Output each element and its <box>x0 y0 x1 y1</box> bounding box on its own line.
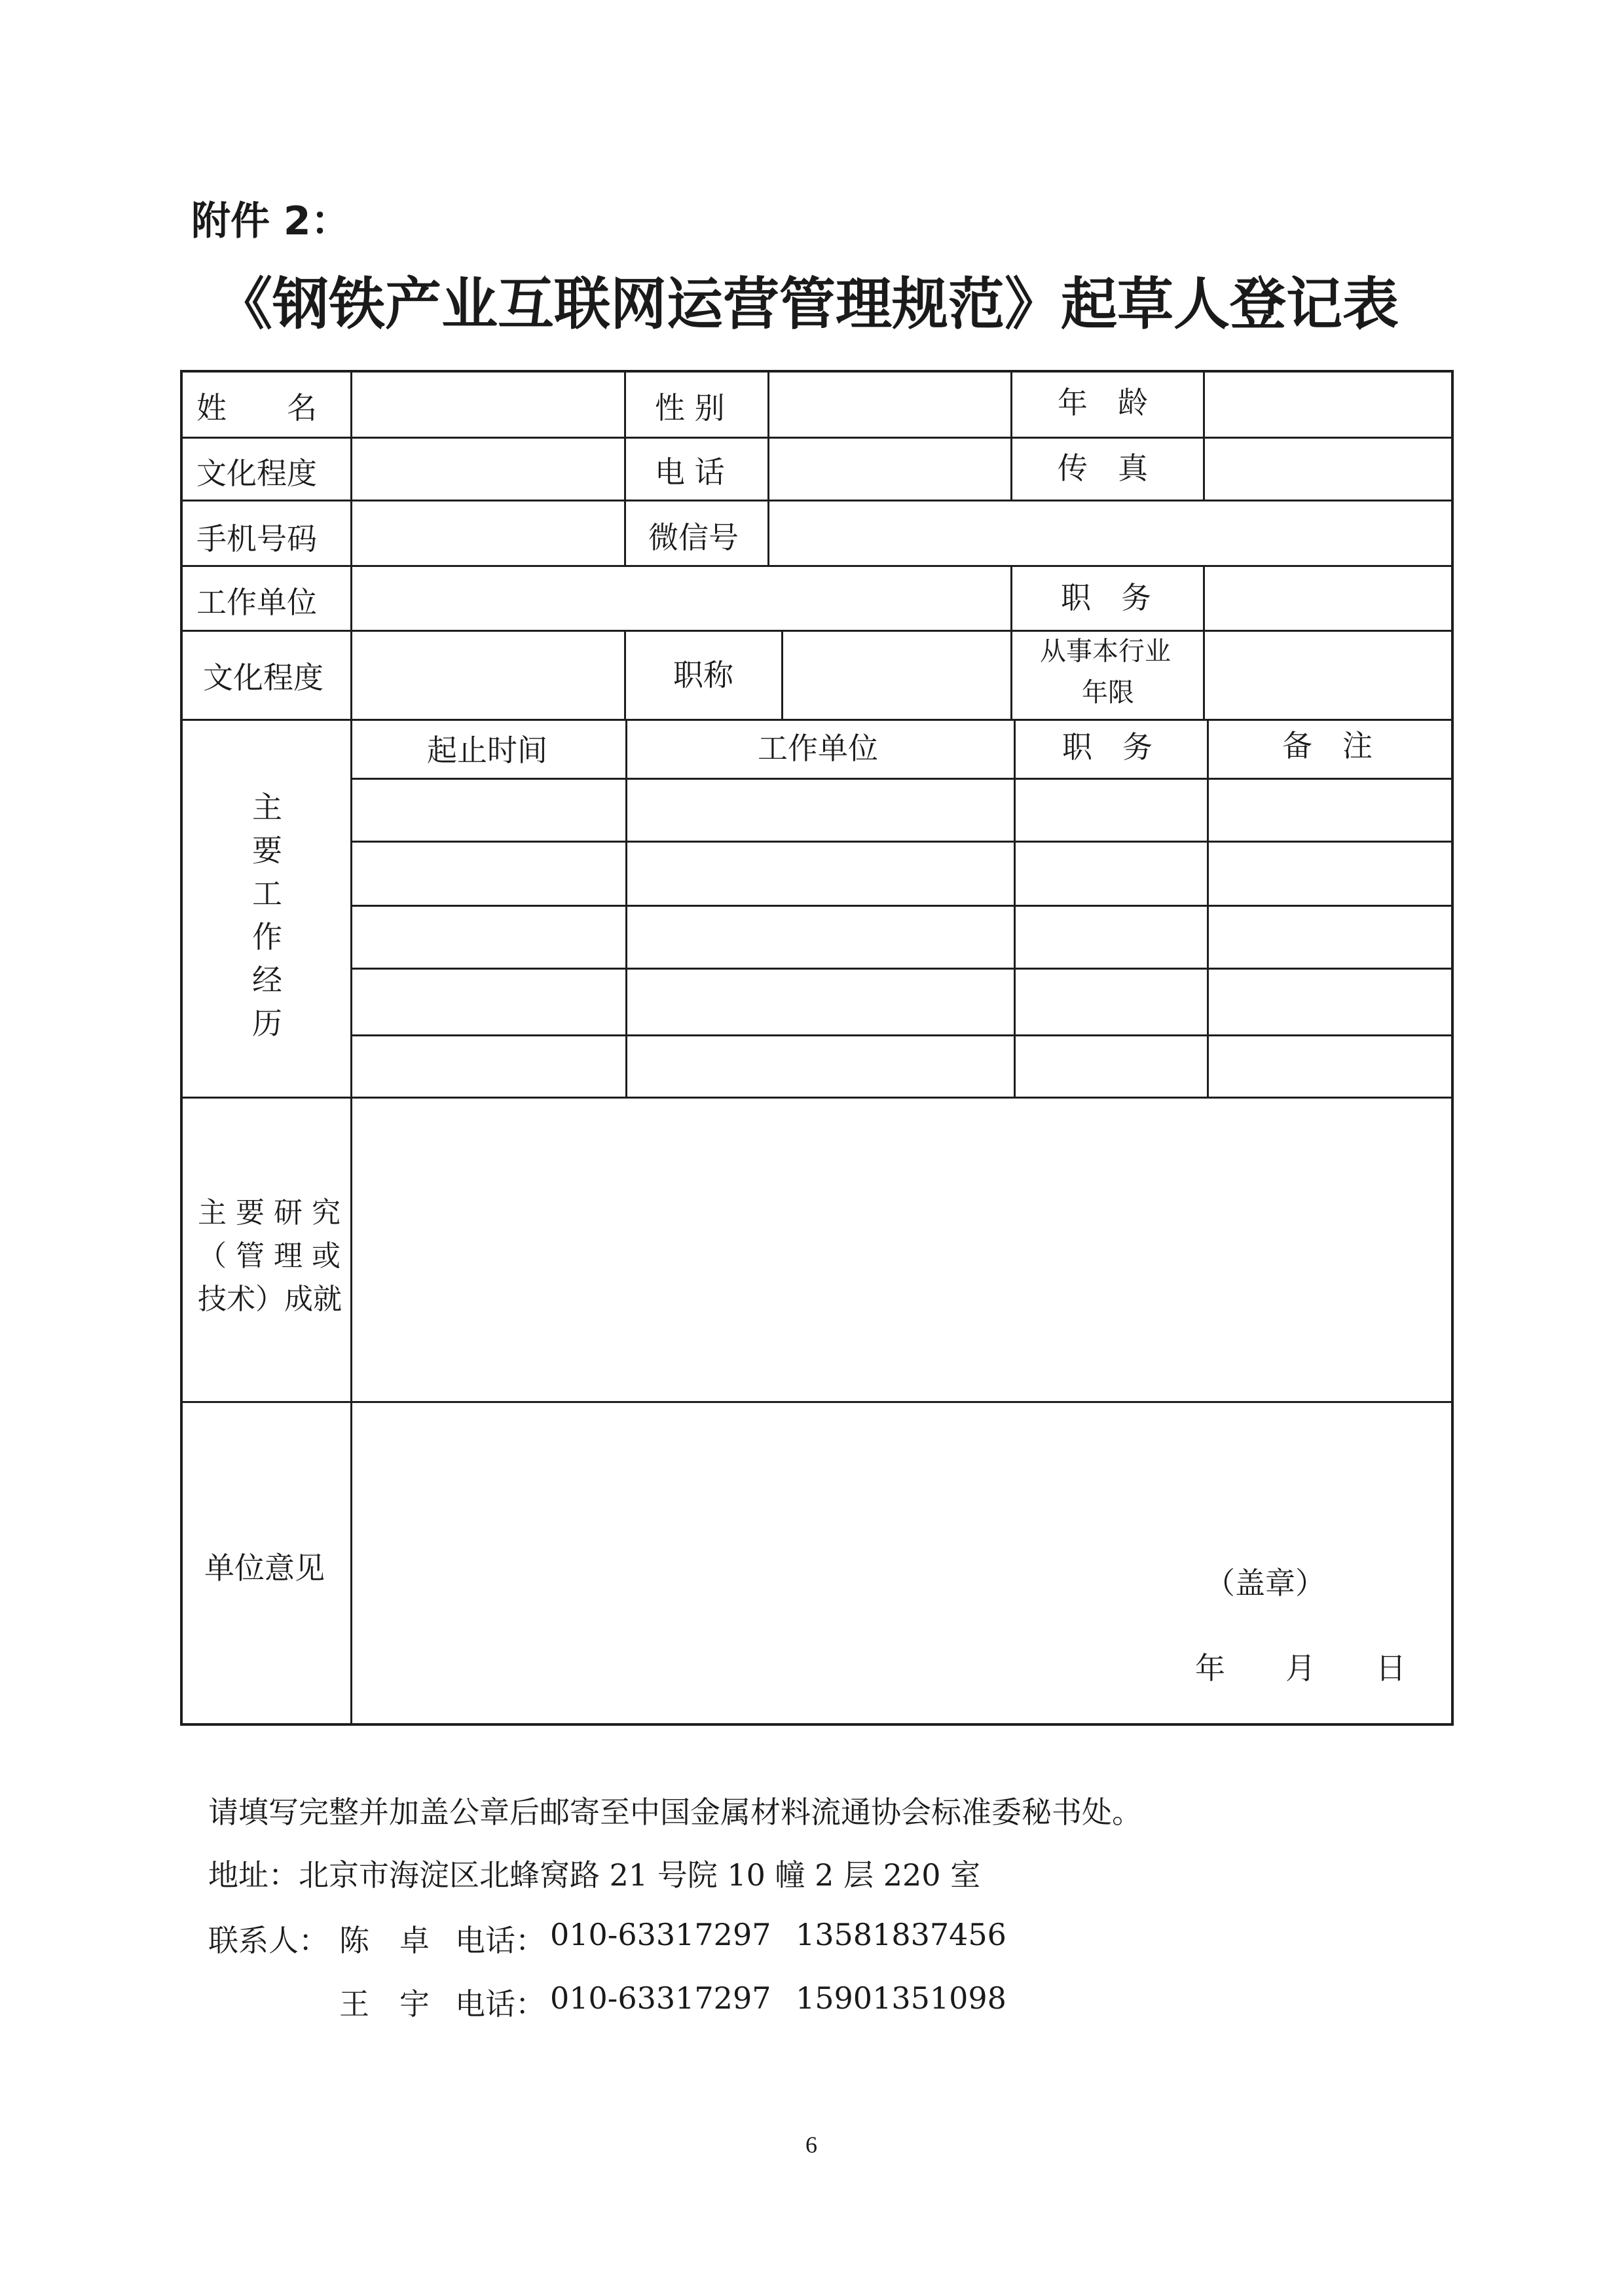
achievements-label: 主 要 研 究 （ 管 理 或 技术）成就 <box>198 1196 342 1316</box>
col-line <box>1207 719 1209 1099</box>
wechat-label: 微信号 <box>648 520 739 555</box>
years-field[interactable] <box>1206 633 1450 718</box>
col-line <box>781 630 783 720</box>
phone-label: 电 话 <box>655 454 725 490</box>
col-line <box>625 719 627 1099</box>
col-line <box>767 370 769 566</box>
opinion-label: 单位意见 <box>204 1550 325 1586</box>
table-border-left <box>180 370 183 1725</box>
contact-phone-2: 010-63317297 <box>550 1980 771 2016</box>
title-rank-label: 职称 <box>673 657 733 693</box>
row-line <box>180 1401 1454 1403</box>
age-label: 年 龄 <box>1058 385 1148 420</box>
row-line <box>352 841 1454 843</box>
row-line <box>352 905 1454 907</box>
education-label: 文化程度 <box>196 456 317 491</box>
col-header-position: 职 务 <box>1062 729 1153 765</box>
age-field[interactable] <box>1206 374 1450 435</box>
row-line <box>180 1097 1454 1099</box>
position-field[interactable] <box>1206 568 1450 629</box>
col-line <box>1203 370 1205 501</box>
education-label-2: 文化程度 <box>203 660 323 695</box>
contact-mobile-1: 13581837456 <box>796 1917 1006 1952</box>
col-line <box>1014 719 1016 1099</box>
col-line <box>350 370 352 1725</box>
years-label-line2: 年限 <box>1082 678 1134 708</box>
table-border-right <box>1451 370 1454 1725</box>
contact-phone-1: 010-63317297 <box>550 1917 771 1952</box>
education-field[interactable] <box>354 439 622 499</box>
wechat-field[interactable] <box>771 503 1450 564</box>
address-text: 地址：北京市海淀区北蜂窝路 21 号院 10 幢 2 层 220 室 <box>208 1857 981 1893</box>
col-line <box>624 370 626 566</box>
mobile-label: 手机号码 <box>196 521 317 556</box>
contact-name-2: 王 宇 <box>339 1986 430 2022</box>
gender-field[interactable] <box>771 374 1009 435</box>
row-line <box>352 1034 1454 1036</box>
contact-name-1: 陈 卓 <box>339 1923 430 1958</box>
contact-phone-label-1: 电话： <box>455 1923 545 1958</box>
form-title: 《钢铁产业互联网运营管理规范》起草人登记表 <box>216 272 1399 337</box>
col-header-period: 起止时间 <box>427 733 547 768</box>
fax-field[interactable] <box>1206 439 1450 499</box>
fax-label: 传 真 <box>1058 450 1148 486</box>
phone-field[interactable] <box>771 439 1009 499</box>
col-line <box>1010 370 1012 501</box>
contact-mobile-2: 15901351098 <box>796 1980 1006 2016</box>
position-label: 职 务 <box>1061 580 1151 615</box>
seal-text: （盖章） <box>1205 1565 1325 1601</box>
row-line <box>352 778 1454 780</box>
table-border-top <box>180 370 1454 373</box>
experience-section-label <box>248 786 287 1045</box>
row-line <box>352 968 1454 970</box>
achievements-field[interactable] <box>354 1100 1450 1400</box>
col-line <box>1203 565 1205 720</box>
mobile-field[interactable] <box>354 503 622 564</box>
row-line <box>180 719 1454 721</box>
col-line <box>1010 565 1012 720</box>
col-line <box>624 630 626 720</box>
name-label: 姓 名 <box>196 390 317 426</box>
instruction-text: 请填写完整并加盖公章后邮寄至中国金属材料流通协会标准委秘书处。 <box>208 1795 1142 1830</box>
table-border-bottom <box>180 1723 1454 1726</box>
page-number: 6 <box>805 2132 817 2158</box>
contact-label: 联系人： <box>208 1923 329 1958</box>
employer-label: 工作单位 <box>196 585 317 620</box>
row-line <box>180 500 1454 501</box>
row-line <box>180 630 1454 632</box>
employer-field[interactable] <box>354 568 1008 629</box>
col-header-remarks: 备 注 <box>1282 728 1373 763</box>
experience-label-text: 主要工作经历 <box>252 790 282 1041</box>
education-field-2[interactable] <box>354 633 622 718</box>
date-text: 年 月 日 <box>1195 1650 1406 1686</box>
title-rank-field[interactable] <box>784 633 1008 718</box>
row-line <box>180 565 1454 567</box>
years-label-line1: 从事本行业 <box>1040 636 1171 666</box>
col-header-employer: 工作单位 <box>758 731 878 766</box>
attachment-label: 附件 2： <box>191 198 350 244</box>
contact-phone-label-2: 电话： <box>455 1986 545 2022</box>
gender-label: 性 别 <box>655 390 725 426</box>
name-field[interactable] <box>354 374 622 435</box>
